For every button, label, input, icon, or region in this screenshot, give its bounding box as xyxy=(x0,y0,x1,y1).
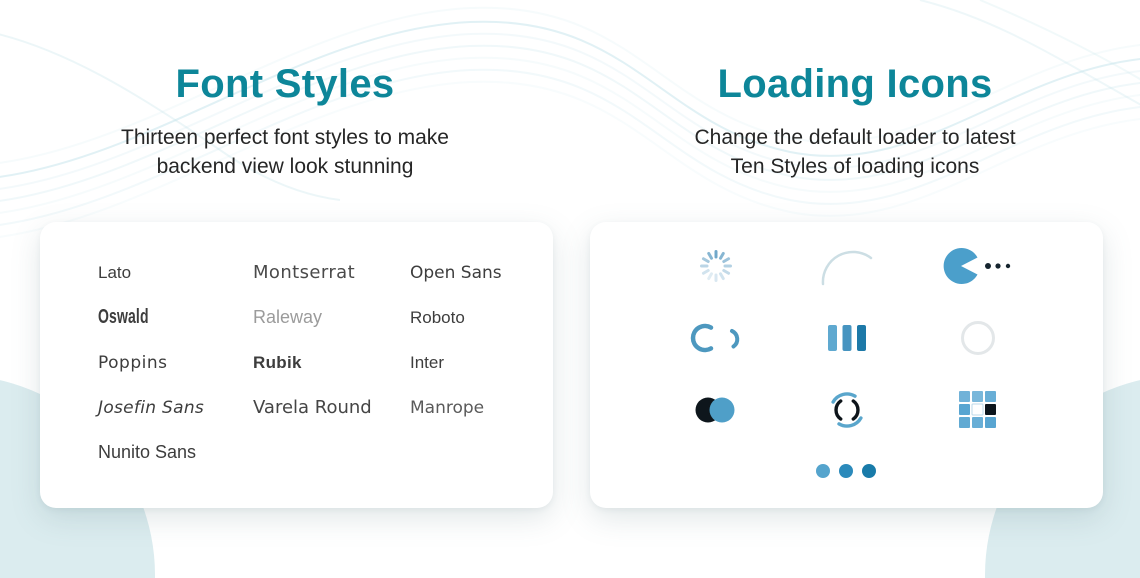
font-styles-subtitle-line2: backend view look stunning xyxy=(156,155,414,178)
loading-icons-subtitle xyxy=(570,123,1140,181)
font-item-roboto: Roboto xyxy=(410,307,465,327)
pacman-loader-icon xyxy=(942,246,1014,286)
font-item-nunito-sans: Nunito Sans xyxy=(98,442,197,462)
loading-icons-subtitle-line2: Ten Styles of loading icons xyxy=(730,155,980,178)
loading-icons-card xyxy=(590,222,1103,508)
dual-ball-loader-icon xyxy=(693,394,739,426)
vertical-bars-loader-icon xyxy=(824,317,870,359)
three-dots-loader-icon xyxy=(815,462,879,480)
spinner-ticks-loader-icon xyxy=(698,248,734,284)
double-arc-loader-icon xyxy=(688,318,744,358)
thin-arc-loader-icon xyxy=(815,238,879,294)
font-item-montserrat: Montserrat xyxy=(253,262,356,283)
font-item-josefin-sans: Josefin Sans xyxy=(98,397,205,418)
broken-ring-loader-icon xyxy=(824,387,870,433)
font-item-raleway: Raleway xyxy=(253,307,323,327)
font-item-open-sans: Open Sans xyxy=(410,262,502,283)
font-styles-subtitle-line1: Thirteen perfect font styles to make xyxy=(121,126,449,149)
font-item-rubik: Rubik xyxy=(253,352,302,372)
loader-grid xyxy=(590,222,1103,446)
font-item-lato: Lato xyxy=(98,262,132,282)
loading-icons-section xyxy=(570,0,1140,578)
font-styles-title: Font Styles xyxy=(175,62,395,106)
font-item-oswald: Oswald xyxy=(98,306,149,328)
font-list xyxy=(40,222,553,475)
grid-squares-loader-icon xyxy=(957,389,999,431)
font-styles-subtitle xyxy=(0,123,570,181)
loading-icons-subtitle-line1: Change the default loader to latest xyxy=(694,126,1016,149)
loading-icons-title: Loading Icons xyxy=(717,62,993,106)
font-item-poppins: Poppins xyxy=(98,352,168,373)
font-item-manrope: Manrope xyxy=(410,397,485,418)
font-item-varela-round: Varela Round xyxy=(253,397,372,418)
font-styles-card xyxy=(40,222,553,508)
faint-ring-loader-icon xyxy=(958,318,998,358)
font-item-inter: Inter xyxy=(410,352,445,372)
